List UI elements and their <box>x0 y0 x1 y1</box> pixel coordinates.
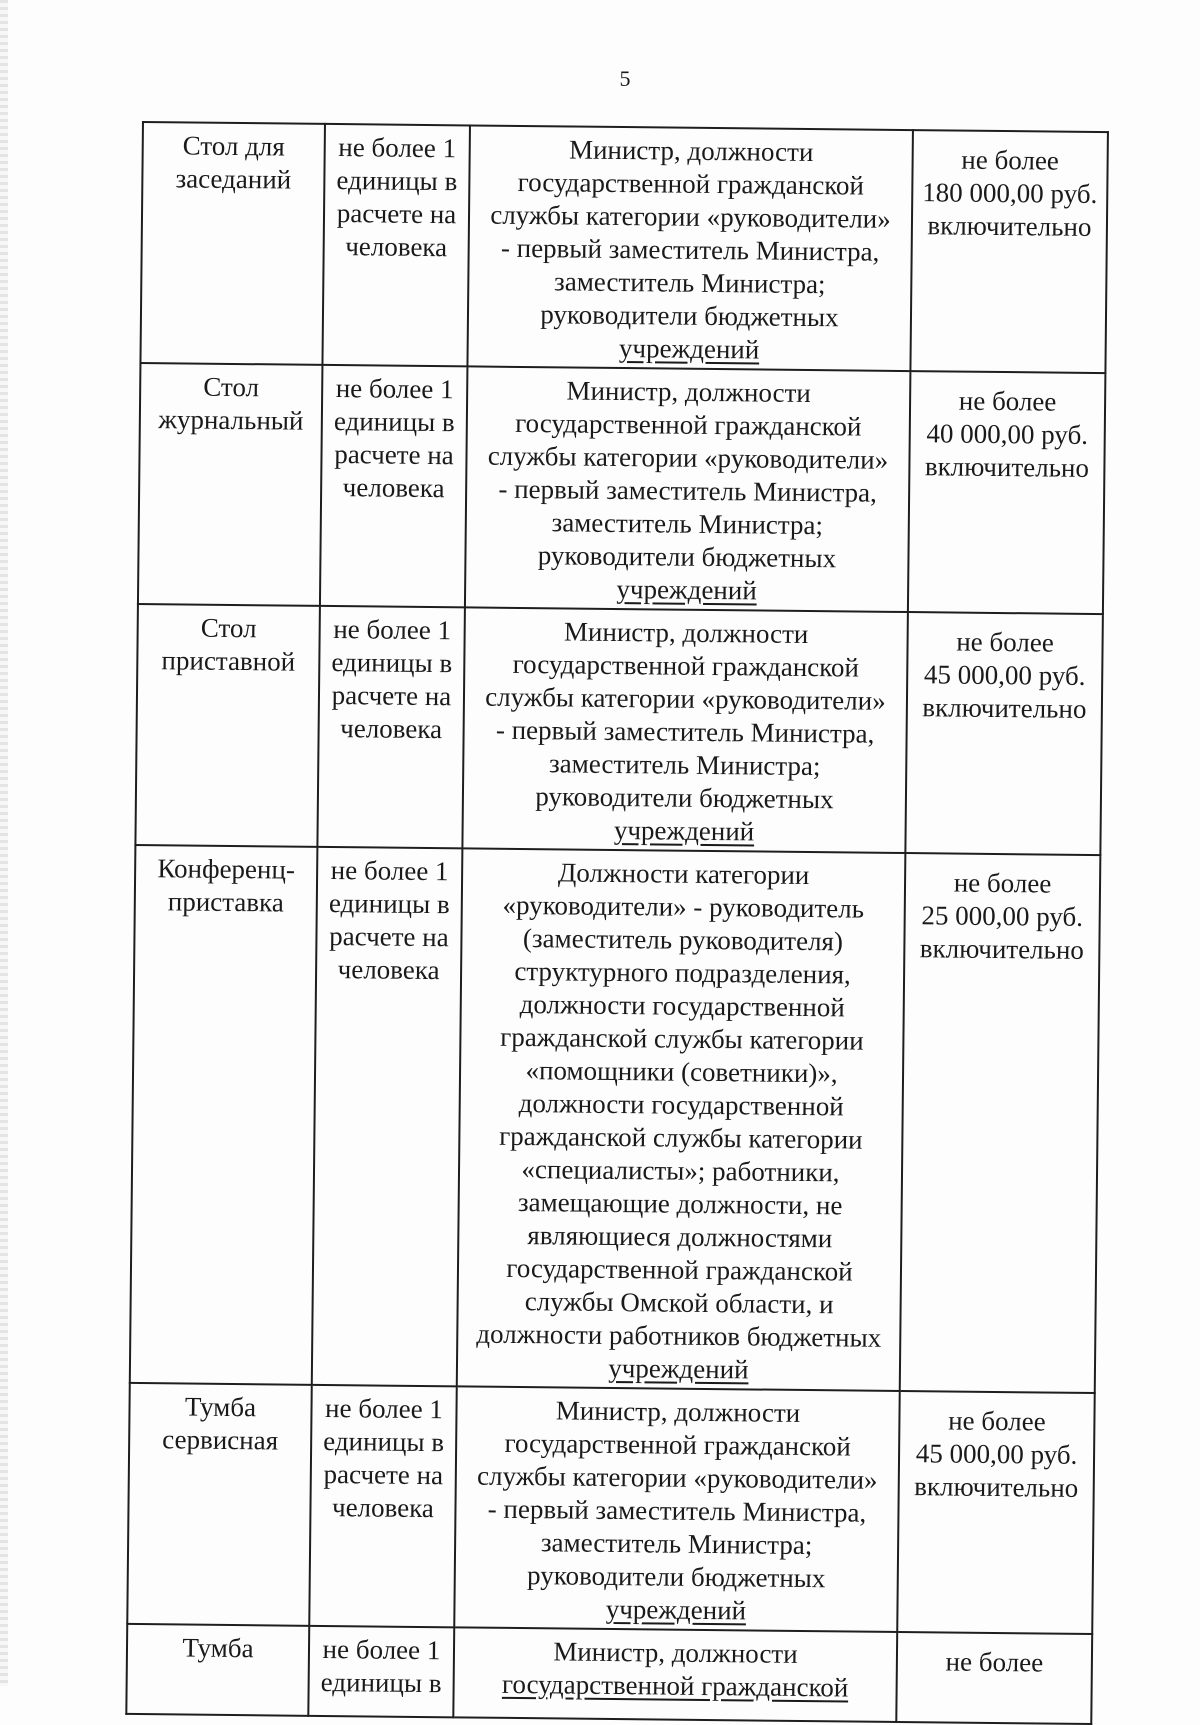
cell-text-line: не более <box>948 1405 1046 1437</box>
cell-text-line: замещающие должности, не <box>517 1186 843 1221</box>
cell-text-line: службы категории «руководители» <box>490 199 891 234</box>
cell-text-line: единицы в <box>320 1666 442 1699</box>
cell-text-line: 40 000,00 руб. <box>926 418 1089 450</box>
cell-text-line: службы категории «руководители» <box>476 1460 878 1495</box>
cell-text-line: заместитель Министра; <box>551 507 824 541</box>
cell-text-line: единицы в <box>323 1425 445 1458</box>
cell-text-line: заместитель Министра; <box>548 748 821 782</box>
cell-text-line: человека <box>340 713 443 745</box>
table-row <box>140 122 1107 373</box>
cell-text-line: учреждений <box>613 814 755 847</box>
cell-text-line: включительно <box>919 933 1085 965</box>
furniture-norms-table <box>125 121 1109 1725</box>
cell-text-line: - первый заместитель Министра, <box>495 714 875 749</box>
page-number: 5 <box>619 66 631 91</box>
cell-text-line: включительно <box>927 210 1092 242</box>
item-name-cell <box>135 604 320 847</box>
cell-text-line: включительно <box>924 451 1090 483</box>
quantity-cell <box>322 124 470 367</box>
cell-text-line: являющиеся должностями <box>527 1220 833 1254</box>
cell-text-line: 45 000,00 руб. <box>915 1438 1078 1470</box>
quantity-cell <box>309 1385 457 1628</box>
table-row <box>138 363 1105 614</box>
table-row <box>127 1383 1094 1634</box>
positions-cell <box>453 1627 897 1722</box>
item-name-cell <box>126 1624 309 1716</box>
cell-text-line: сервисная <box>162 1424 279 1456</box>
cell-text-line: Стол <box>203 371 260 403</box>
cell-text-line: Стол для <box>182 130 285 162</box>
cell-text-line: руководители бюджетных <box>535 781 834 815</box>
cell-text-line: человека <box>345 231 448 263</box>
cell-text-line: учреждений <box>618 333 760 365</box>
cell-text-line: службы категории «руководители» <box>487 440 889 475</box>
cell-text-line: расчете на <box>331 680 452 712</box>
cell-text-line: Тумба <box>182 1632 254 1664</box>
table-row <box>126 1624 1092 1724</box>
cell-text-line: гражданской службы категории <box>499 1120 863 1155</box>
cell-text-line: Министр, должности <box>566 375 812 409</box>
cell-text-line: не более 1 <box>330 855 449 887</box>
cell-text-line: единицы в <box>331 647 453 679</box>
cell-text-line: структурного подразделения, <box>514 955 851 990</box>
cell-text-line: не более 1 <box>335 373 454 405</box>
positions-cell <box>467 125 912 371</box>
cell-text-line: не более <box>956 626 1054 658</box>
cell-text-line: должности государственной <box>519 989 845 1023</box>
price-cell <box>900 853 1101 1393</box>
cell-text-line: руководители бюджетных <box>537 540 837 574</box>
cell-text-line: Министр, должности <box>563 616 809 650</box>
quantity-cell <box>317 606 465 849</box>
scan-edge <box>0 0 8 1686</box>
price-cell <box>896 1632 1092 1724</box>
cell-text-line: руководители бюджетных <box>540 299 839 333</box>
cell-text-line: Конференц- <box>157 853 296 885</box>
cell-text-line: 180 000,00 руб. <box>922 177 1098 210</box>
cell-text-line: - первый заместитель Министра, <box>500 232 880 267</box>
cell-text-line: единицы в <box>336 165 458 197</box>
cell-text-line: «специалисты»; работники, <box>521 1154 840 1188</box>
cell-text-line: человека <box>342 472 445 504</box>
cell-text-line: государственной гражданской <box>512 648 860 683</box>
cell-text-line: расчете на <box>323 1458 444 1491</box>
table-body <box>126 122 1108 1724</box>
cell-text-line: не более <box>958 385 1057 417</box>
cell-text-line: не более 1 <box>324 1392 444 1425</box>
cell-text-line: (заместитель руководителя) <box>522 923 844 957</box>
cell-text-line: расчете на <box>334 439 454 471</box>
cell-text-line: расчете на <box>336 198 457 230</box>
item-name-cell <box>138 363 323 606</box>
cell-text-line: заместитель Министра; <box>540 1527 813 1561</box>
cell-text-line: государственной гражданской <box>501 1668 849 1703</box>
cell-text-line: не более 1 <box>333 614 452 646</box>
cell-text-line: службы категории «руководители» <box>485 681 886 716</box>
cell-text-line: Министр, должности <box>553 1636 798 1669</box>
cell-text-line: Министр, должности <box>555 1395 801 1428</box>
cell-text-line: Должности категории <box>557 857 810 891</box>
cell-text-line: не более 1 <box>338 132 457 164</box>
table-row <box>130 845 1101 1393</box>
cell-text-line: не более <box>961 144 1060 176</box>
positions-cell <box>462 607 907 853</box>
quantity-cell <box>312 847 463 1386</box>
cell-text-line: руководители бюджетных <box>526 1560 826 1594</box>
quantity-cell <box>320 365 468 608</box>
positions-cell <box>465 366 910 612</box>
cell-text-line: государственной гражданской <box>515 407 862 442</box>
positions-cell <box>457 848 906 1391</box>
cell-text-line: приставной <box>161 645 296 677</box>
price-cell <box>908 371 1106 614</box>
cell-text-line: службы Омской области, и <box>524 1286 834 1320</box>
price-cell <box>910 130 1108 373</box>
cell-text-line: - первый заместитель Министра, <box>498 473 878 508</box>
item-name-cell <box>140 122 325 365</box>
positions-cell <box>454 1386 899 1632</box>
cell-text-line: - первый заместитель Министра, <box>487 1493 867 1528</box>
price-cell <box>905 612 1103 855</box>
cell-text-line: расчете на <box>329 921 449 953</box>
cell-text-line: гражданской службы категории <box>500 1021 864 1056</box>
cell-text-line: включительно <box>922 692 1087 724</box>
cell-text-line: приставка <box>167 886 284 918</box>
table-row <box>135 604 1102 855</box>
cell-text-line: должности работников бюджетных <box>476 1318 882 1353</box>
item-name-cell <box>130 845 318 1385</box>
cell-text-line: 45 000,00 руб. <box>923 659 1086 691</box>
cell-text-line: учреждений <box>605 1593 747 1626</box>
cell-text-line: заместитель Министра; <box>553 266 826 300</box>
quantity-cell <box>308 1626 454 1718</box>
cell-text-line: государственной гражданской <box>504 1427 851 1462</box>
cell-text-line: не более 1 <box>322 1633 441 1666</box>
cell-text-line: единицы в <box>333 406 455 438</box>
cell-text-line: государственной гражданской <box>517 166 865 201</box>
cell-text-line: человека <box>331 1492 435 1524</box>
price-cell <box>897 1391 1095 1634</box>
cell-text-line: Стол <box>200 612 257 644</box>
cell-text-line: «помощники (советники)», <box>525 1055 838 1089</box>
cell-text-line: не более <box>953 867 1052 899</box>
cell-text-line: государственной гражданской <box>506 1252 853 1287</box>
cell-text-line: должности государственной <box>518 1087 844 1122</box>
cell-text-line: Тумба <box>184 1391 257 1423</box>
cell-text-line: 25 000,00 руб. <box>921 900 1084 932</box>
cell-text-line: Министр, должности <box>568 134 814 168</box>
cell-text-line: включительно <box>914 1471 1079 1503</box>
cell-text-line: человека <box>337 954 440 986</box>
cell-text-line: журнальный <box>158 404 304 436</box>
cell-text-line: «руководители» - руководитель <box>502 889 865 924</box>
cell-text-line: заседаний <box>175 163 292 195</box>
cell-text-line: не более <box>945 1646 1044 1678</box>
item-name-cell <box>127 1383 312 1626</box>
cell-text-line: учреждений <box>616 573 757 606</box>
cell-text-line: учреждений <box>608 1352 749 1385</box>
cell-text-line: единицы в <box>328 888 450 920</box>
